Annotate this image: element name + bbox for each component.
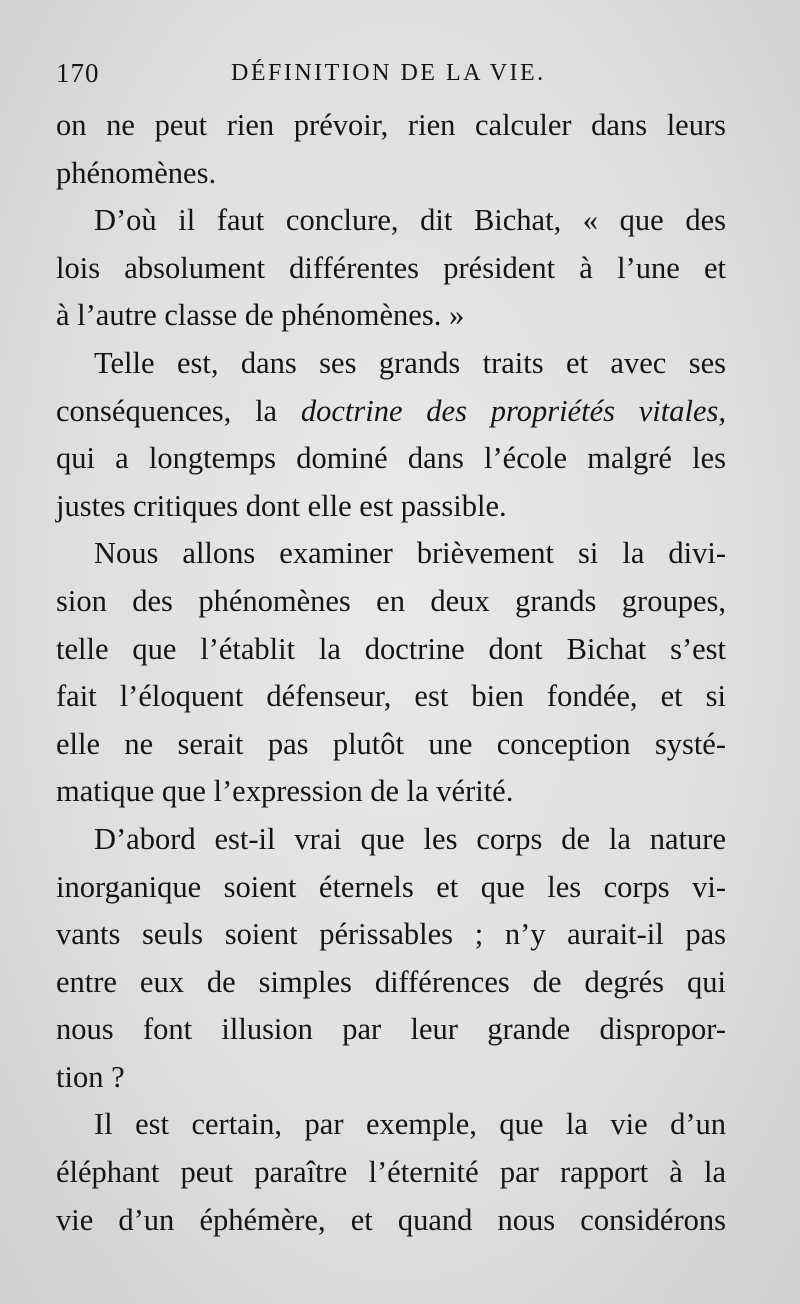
text-line: fait l’éloquent défenseur, est bien fondée, et si: [56, 679, 726, 714]
text-line: D’abord est-il vrai que les corps de la nature: [94, 821, 726, 856]
text-line: lois absolument différentes président à l’une et: [56, 250, 726, 285]
text-line: Il est certain, par exemple, que la vie d’un: [94, 1107, 726, 1142]
text-line: vants seuls soient périssables ; n’y aurait-il pas: [56, 917, 726, 952]
italic-phrase: doctrine des propriétés vitales,: [300, 393, 726, 428]
text-line: matique que l’expression de la vérité.: [56, 774, 514, 809]
text-line: tion ?: [56, 1059, 125, 1094]
text-line: à l’autre classe de phénomènes. »: [56, 298, 465, 333]
text-line: qui a longtemps dominé dans l’école malgré les: [56, 441, 726, 476]
text-line: nous font illusion par leur grande dispropor-: [56, 1012, 726, 1047]
text-line: phénomènes.: [56, 155, 217, 190]
text-line: elle ne serait pas plutôt une conception systé-: [56, 726, 726, 761]
page-header: [56, 58, 756, 98]
text-line: D’où il faut conclure, dit Bichat, « que des: [94, 203, 726, 238]
body-text: [56, 102, 726, 1244]
text-line: éléphant peut paraître l’éternité par rapport à la: [56, 1155, 726, 1190]
page-number: 170: [56, 58, 100, 88]
text-line: telle que l’établit la doctrine dont Bichat s’est: [56, 631, 726, 666]
text-line: vie d’un éphémère, et quand nous considérons: [56, 1202, 726, 1237]
text-line: [56, 388, 726, 436]
text-run: conséquences, la: [56, 393, 301, 428]
text-line: on ne peut rien prévoir, rien calculer dans leurs: [56, 108, 726, 142]
text-line: Nous allons examiner brièvement si la divi-: [94, 536, 726, 571]
text-line: inorganique soient éternels et que les corps vi-: [56, 869, 726, 904]
text-line: justes critiques dont elle est passible.: [56, 488, 507, 523]
text-line: Telle est, dans ses grands traits et avec ses: [94, 345, 726, 380]
running-head: DÉFINITION DE LA VIE.: [231, 60, 546, 86]
text-line: sion des phénomènes en deux grands groupes,: [56, 583, 726, 618]
text-line: entre eux de simples différences de degrés qui: [56, 964, 726, 999]
